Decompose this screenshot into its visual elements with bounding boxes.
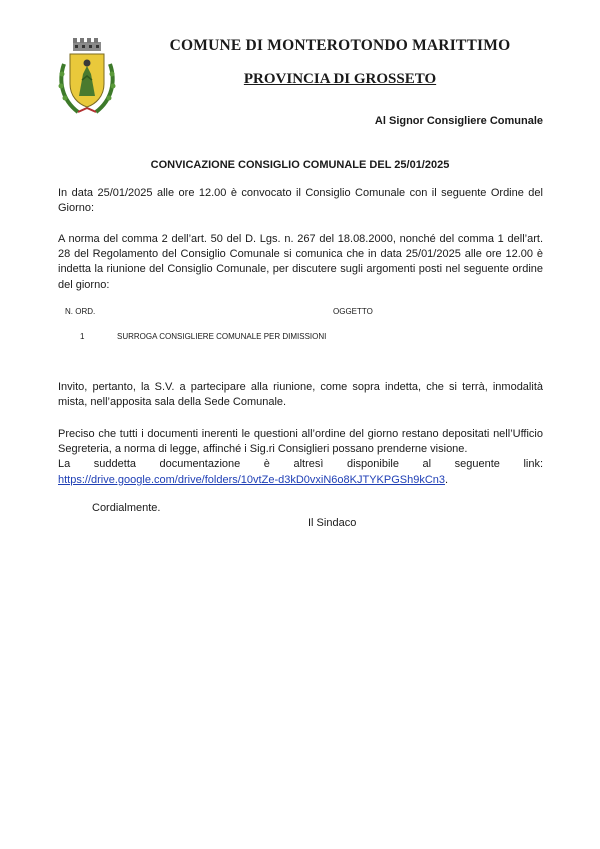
provincia-title: PROVINCIA DI GROSSETO <box>243 71 437 87</box>
addressee: Al Signor Consigliere Comunale <box>374 115 543 127</box>
agenda-header-subject: OGGETTO <box>333 307 373 316</box>
invito-paragraph: Invito, pertanto, la S.V. a partecipare alla riunione, come sopra indetta, che si terrà, inmodalità mista, nell’apposita sala della Sede Comunale. <box>58 381 543 409</box>
documenti-paragraph <box>58 427 543 488</box>
agenda-row-num: 1 <box>80 332 85 341</box>
documenti-text: Preciso che tutti i documenti inerenti le questioni all’ordine del giorno restano depositati nell’Ufficio Segreteria, a norma di legge, affinché i Sig.ri Consiglieri possano prenderne visione. <box>58 428 543 456</box>
agenda-header-num: N. ORD. <box>65 307 96 316</box>
document-subject: CONVICAZIONE CONSIGLIO COMUNALE DEL 25/01/2025 <box>150 159 450 171</box>
norma-paragraph: A norma del comma 2 dell’art. 50 del D. Lgs. n. 267 del 18.08.2000, nonché del comma 1 dell’art. 28 del Regolamento del Consiglio Comunale si comunica che in data 25/01/2025 alle ore 12.00 è indetta la riunione del Consiglio Comunale, per discutere sugli argomenti posti nel seguente ordine del giorno: <box>58 233 543 291</box>
documents-link[interactable]: https://drive.google.com/drive/folders/10vtZe-d3kD0vxiN6o8KJTYKPGSh9kCn3 <box>58 473 446 486</box>
agenda-row-subject: SURROGA CONSIGLIERE COMUNALE PER DIMISSIONI <box>117 332 327 341</box>
documents-link-line <box>58 474 448 486</box>
signature: Il Sindaco <box>308 517 357 529</box>
intro-paragraph: In data 25/01/2025 alle ore 12.00 è convocato il Consiglio Comunale con il seguente Ordine del Giorno: <box>58 187 543 215</box>
comune-title: COMUNE DI MONTEROTONDO MARITTIMO <box>169 37 511 54</box>
closing: Cordialmente. <box>92 502 161 514</box>
link-period: . <box>445 473 449 486</box>
link-intro: La suddetta documentazione è altresì disponibile al seguente link: <box>58 458 543 471</box>
municipal-crest-icon <box>56 36 118 118</box>
